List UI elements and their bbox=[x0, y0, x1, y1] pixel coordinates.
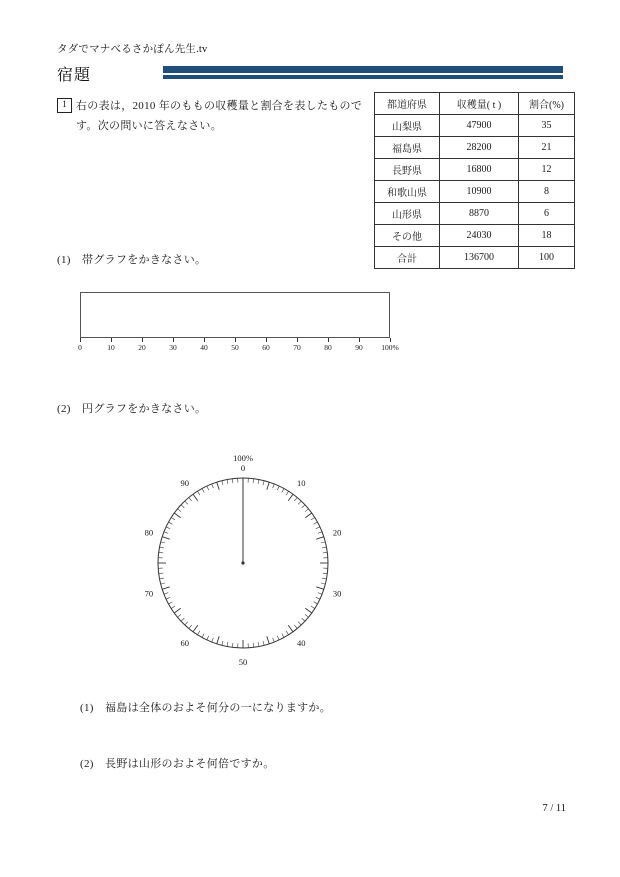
circle-graph-label: 70 bbox=[144, 588, 154, 599]
circle-graph-tick bbox=[161, 583, 165, 584]
circle-graph-tick bbox=[316, 587, 324, 589]
band-axis-tick-label: 40 bbox=[200, 343, 208, 352]
title-bar-lower bbox=[163, 75, 563, 79]
table-row bbox=[375, 115, 575, 137]
circle-graph-tick bbox=[207, 486, 209, 490]
circle-graph-tick bbox=[273, 484, 275, 488]
page-title: 宿題 bbox=[57, 67, 92, 84]
band-graph-axis bbox=[78, 338, 399, 360]
band-axis-tick-label: 90 bbox=[355, 343, 363, 352]
circle-graph-label: 60 bbox=[180, 638, 190, 649]
circle-graph-tick bbox=[311, 606, 315, 608]
question-1-sub-2: (2) 円グラフをかきなさい。 bbox=[57, 403, 207, 415]
circle-graph-tick bbox=[323, 552, 327, 553]
circle-graph-tick bbox=[318, 593, 322, 595]
table-cell: 47900 bbox=[440, 115, 519, 137]
circle-graph-tick bbox=[174, 608, 180, 613]
circle-graph-tick bbox=[202, 634, 204, 638]
circle-graph-tick bbox=[305, 509, 308, 512]
circle-graph-tick bbox=[169, 522, 173, 524]
circle-graph-tick bbox=[298, 622, 301, 625]
circle-graph-tick bbox=[160, 547, 164, 548]
circle-graph-tick bbox=[286, 631, 288, 635]
table-header-cell: 収穫量( t ) bbox=[440, 93, 519, 115]
band-graph-area bbox=[80, 292, 390, 338]
circle-graph-tick bbox=[193, 494, 198, 500]
circle-graph-area bbox=[118, 428, 368, 678]
question-1-text: 右の表は，2010 年のももの収穫量と割合を表したものです。次の問いに答えなさい。 bbox=[76, 100, 363, 132]
band-axis-tick-label: 100% bbox=[381, 343, 399, 352]
circle-graph-tick bbox=[253, 643, 254, 647]
table-cell: 136700 bbox=[440, 247, 519, 269]
table-row bbox=[375, 137, 575, 159]
circle-graph-tick bbox=[217, 482, 219, 490]
band-axis-tick-label: 30 bbox=[169, 343, 177, 352]
band-axis-tick-label: 50 bbox=[231, 343, 239, 352]
circle-graph-tick bbox=[263, 641, 264, 645]
circle-graph-tick bbox=[171, 606, 175, 608]
circle-graph-tick bbox=[185, 622, 188, 625]
circle-graph-center-dot bbox=[241, 561, 244, 564]
circle-graph-tick bbox=[207, 636, 209, 640]
circle-graph-tick bbox=[232, 643, 233, 647]
table-cell: 6 bbox=[519, 203, 575, 225]
circle-graph-tick bbox=[318, 532, 322, 534]
question-1-sub-1: (1) 帯グラフをかきなさい。 bbox=[57, 254, 207, 266]
table-cell: 和歌山県 bbox=[375, 181, 440, 203]
circle-graph-tick bbox=[202, 489, 204, 493]
circle-graph-tick bbox=[189, 625, 192, 628]
band-graph-rect bbox=[80, 292, 390, 338]
circle-graph-tick bbox=[222, 481, 223, 485]
table-cell: 長野県 bbox=[375, 159, 440, 181]
table-cell: 35 bbox=[519, 115, 575, 137]
band-axis-tick-label: 80 bbox=[324, 343, 332, 352]
circle-graph-tick bbox=[258, 480, 259, 484]
circle-graph-tick bbox=[302, 505, 305, 508]
circle-graph-tick bbox=[178, 614, 181, 617]
circle-graph-label: 10 bbox=[296, 477, 306, 488]
band-axis-tick bbox=[80, 338, 81, 342]
circle-graph-tick bbox=[282, 634, 284, 638]
band-axis-tick bbox=[359, 338, 360, 342]
circle-graph-label-top: 100% bbox=[233, 453, 253, 463]
band-axis-tick bbox=[390, 338, 391, 342]
circle-graph-tick bbox=[282, 489, 284, 493]
band-axis-tick bbox=[235, 338, 236, 342]
title-bar-upper bbox=[163, 66, 563, 73]
circle-graph-tick bbox=[314, 522, 318, 524]
table-cell: 18 bbox=[519, 225, 575, 247]
question-2-sub-2: (2) 長野は山形のおよそ何倍ですか。 bbox=[80, 758, 275, 770]
band-axis-tick-label: 60 bbox=[262, 343, 270, 352]
circle-graph-tick bbox=[162, 537, 170, 539]
circle-graph-tick bbox=[189, 498, 192, 501]
band-axis-tick bbox=[142, 338, 143, 342]
table-cell: 28200 bbox=[440, 137, 519, 159]
circle-graph-tick bbox=[294, 498, 297, 501]
circle-graph-tick bbox=[267, 636, 269, 644]
table-cell: 100 bbox=[519, 247, 575, 269]
circle-graph-tick bbox=[305, 513, 311, 518]
page-title-row bbox=[57, 62, 563, 86]
circle-graph-tick bbox=[277, 486, 279, 490]
circle-graph-tick bbox=[169, 602, 173, 604]
band-axis-tick bbox=[266, 338, 267, 342]
circle-graph-tick bbox=[171, 517, 175, 519]
circle-graph-tick bbox=[178, 509, 181, 512]
table-cell: 山梨県 bbox=[375, 115, 440, 137]
circle-graph-tick bbox=[286, 491, 288, 495]
circle-graph-tick bbox=[227, 642, 228, 646]
table-header-cell: 割合(%) bbox=[519, 93, 575, 115]
circle-graph-tick bbox=[193, 625, 198, 631]
circle-graph-tick bbox=[253, 479, 254, 483]
band-axis-tick-label: 10 bbox=[107, 343, 115, 352]
question-2-sub-1: (1) 福島は全体のおよそ何分の一になりますか。 bbox=[80, 702, 332, 714]
circle-graph-tick bbox=[212, 638, 214, 642]
table-cell: 8 bbox=[519, 181, 575, 203]
circle-graph-tick bbox=[174, 513, 180, 518]
circle-graph-tick bbox=[288, 494, 293, 500]
circle-graph-tick bbox=[316, 537, 324, 539]
circle-graph-tick bbox=[159, 573, 163, 574]
table-cell: 合計 bbox=[375, 247, 440, 269]
circle-graph-tick bbox=[322, 547, 326, 548]
table-cell: 8870 bbox=[440, 203, 519, 225]
band-axis-tick bbox=[111, 338, 112, 342]
circle-graph-tick bbox=[322, 578, 326, 579]
circle-graph-tick bbox=[277, 636, 279, 640]
circle-graph-tick bbox=[323, 573, 327, 574]
circle-graph-tick bbox=[162, 587, 170, 589]
circle-graph-tick bbox=[294, 625, 297, 628]
circle-graph-tick bbox=[161, 542, 165, 543]
circle-graph-tick bbox=[185, 501, 188, 504]
circle-graph-tick bbox=[314, 602, 318, 604]
table-cell: 10900 bbox=[440, 181, 519, 203]
circle-graph-tick bbox=[305, 614, 308, 617]
table-cell: 福島県 bbox=[375, 137, 440, 159]
table-row bbox=[375, 225, 575, 247]
circle-graph-tick bbox=[273, 638, 275, 642]
table-cell: その他 bbox=[375, 225, 440, 247]
circle-graph-tick bbox=[298, 501, 301, 504]
band-axis-tick-label: 0 bbox=[78, 343, 82, 352]
circle-graph-tick bbox=[181, 618, 184, 621]
title-decoration-bar bbox=[163, 66, 563, 80]
table-cell: 16800 bbox=[440, 159, 519, 181]
circle-graph-tick bbox=[164, 532, 168, 534]
page-number: 7 / 11 bbox=[542, 803, 566, 814]
circle-graph-tick bbox=[212, 484, 214, 488]
circle-graph-tick bbox=[305, 608, 311, 613]
circle-graph-tick bbox=[197, 631, 199, 635]
circle-graph-label: 50 bbox=[238, 657, 248, 667]
band-axis-tick-label: 20 bbox=[138, 343, 146, 352]
circle-graph-label: 80 bbox=[144, 527, 154, 538]
circle-graph-tick bbox=[222, 641, 223, 645]
circle-graph-tick bbox=[217, 636, 219, 644]
circle-graph-tick bbox=[232, 479, 233, 483]
circle-graph-tick bbox=[263, 481, 264, 485]
circle-graph-tick bbox=[164, 593, 168, 595]
circle-graph-tick bbox=[316, 527, 320, 529]
circle-graph-tick bbox=[302, 618, 305, 621]
circle-graph-label: 20 bbox=[332, 527, 342, 538]
band-axis-tick bbox=[173, 338, 174, 342]
circle-graph-tick bbox=[321, 542, 325, 543]
circle-graph-label: 30 bbox=[332, 588, 342, 599]
table-cell: 山形県 bbox=[375, 203, 440, 225]
table-row bbox=[375, 181, 575, 203]
circle-graph-tick bbox=[258, 642, 259, 646]
table-cell: 12 bbox=[519, 159, 575, 181]
band-axis-tick-label: 70 bbox=[293, 343, 301, 352]
circle-graph-tick bbox=[159, 552, 163, 553]
circle-graph-tick bbox=[321, 583, 325, 584]
circle-graph-tick bbox=[181, 505, 184, 508]
band-axis-tick bbox=[297, 338, 298, 342]
circle-graph-label-zero: 0 bbox=[240, 463, 246, 473]
circle-graph-svg bbox=[118, 428, 368, 678]
circle-graph-tick bbox=[197, 491, 199, 495]
table-header-cell: 都道府県 bbox=[375, 93, 440, 115]
band-axis-tick bbox=[328, 338, 329, 342]
harvest-table bbox=[374, 92, 575, 269]
circle-graph-tick bbox=[160, 578, 164, 579]
table-cell: 24030 bbox=[440, 225, 519, 247]
table-header-row bbox=[375, 93, 575, 115]
table-row bbox=[375, 203, 575, 225]
circle-graph-label: 40 bbox=[296, 638, 306, 649]
band-axis-tick bbox=[204, 338, 205, 342]
table-row bbox=[375, 247, 575, 269]
circle-graph-tick bbox=[311, 517, 315, 519]
circle-graph-tick bbox=[166, 597, 170, 599]
table-cell: 21 bbox=[519, 137, 575, 159]
site-name: タダでマナべるさかぽん先生.tv bbox=[57, 44, 208, 55]
circle-graph-label: 90 bbox=[180, 477, 190, 488]
table-row bbox=[375, 159, 575, 181]
circle-graph-tick bbox=[227, 480, 228, 484]
circle-graph-tick bbox=[166, 527, 170, 529]
question-number-1: 1 bbox=[57, 98, 72, 113]
circle-graph-tick bbox=[316, 597, 320, 599]
circle-graph-tick bbox=[267, 482, 269, 490]
circle-graph-tick bbox=[288, 625, 293, 631]
